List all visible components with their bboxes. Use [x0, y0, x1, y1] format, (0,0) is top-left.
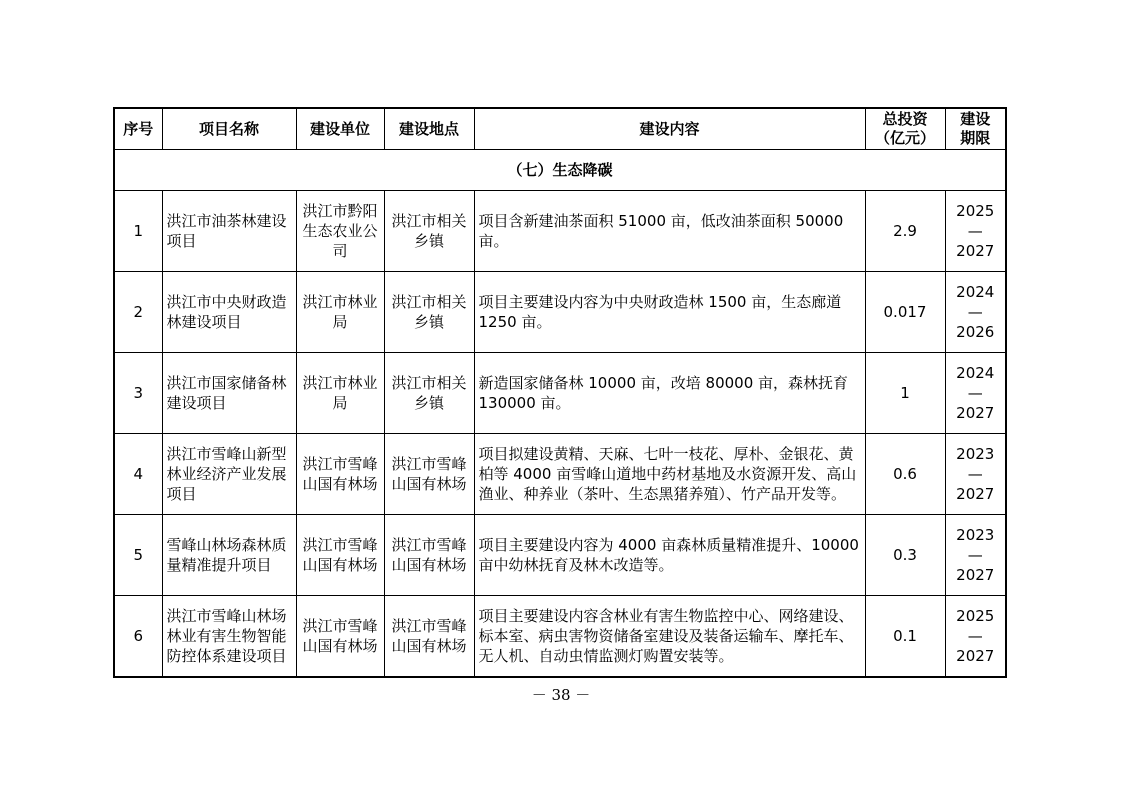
construction-content: 新造国家储备林 10000 亩，改培 80000 亩，森林抚育 130000 亩。 [474, 353, 865, 434]
total-investment: 0.6 [865, 434, 945, 515]
construction-period: 2024 — 2027 [945, 353, 1006, 434]
row-number: 3 [114, 353, 162, 434]
header-investment: 总投资 （亿元） [865, 108, 945, 150]
construction-location: 洪江市相关乡镇 [384, 191, 474, 272]
construction-period: 2023 — 2027 [945, 515, 1006, 596]
row-number: 1 [114, 191, 162, 272]
construction-content: 项目拟建设黄精、天麻、七叶一枝花、厚朴、金银花、黄柏等 4000 亩雪峰山道地中药材基地及水资源开发、高山渔业、种养业（茶叶、生态黑猪养殖）、竹产品开发等。 [474, 434, 865, 515]
total-investment: 0.1 [865, 596, 945, 678]
project-name: 洪江市国家储备林建设项目 [162, 353, 296, 434]
section-row [114, 150, 1006, 191]
construction-content: 项目含新建油茶面积 51000 亩，低改油茶面积 50000 亩。 [474, 191, 865, 272]
table-row [114, 596, 1006, 678]
table-row [114, 191, 1006, 272]
construction-location: 洪江市相关乡镇 [384, 353, 474, 434]
construction-period: 2023 — 2027 [945, 434, 1006, 515]
table-row [114, 434, 1006, 515]
table-row [114, 353, 1006, 434]
project-name: 雪峰山林场森林质量精准提升项目 [162, 515, 296, 596]
construction-location: 洪江市相关乡镇 [384, 272, 474, 353]
construction-period: 2025 — 2027 [945, 191, 1006, 272]
construction-period: 2024 — 2026 [945, 272, 1006, 353]
table-row [114, 515, 1006, 596]
total-investment: 2.9 [865, 191, 945, 272]
project-table [113, 107, 1007, 678]
header-content: 建设内容 [474, 108, 865, 150]
total-investment: 0.017 [865, 272, 945, 353]
construction-unit: 洪江市雪峰山国有林场 [296, 596, 384, 678]
row-number: 5 [114, 515, 162, 596]
construction-unit: 洪江市林业局 [296, 272, 384, 353]
row-number: 6 [114, 596, 162, 678]
total-investment: 1 [865, 353, 945, 434]
construction-unit: 洪江市雪峰山国有林场 [296, 434, 384, 515]
header-location: 建设地点 [384, 108, 474, 150]
table-header-row [114, 108, 1006, 150]
row-number: 4 [114, 434, 162, 515]
construction-period: 2025 — 2027 [945, 596, 1006, 678]
construction-content: 项目主要建设内容为 4000 亩森林质量精准提升、10000 亩中幼林抚育及林木改造等。 [474, 515, 865, 596]
construction-content: 项目主要建设内容为中央财政造林 1500 亩，生态廊道 1250 亩。 [474, 272, 865, 353]
construction-location: 洪江市雪峰山国有林场 [384, 515, 474, 596]
construction-unit: 洪江市雪峰山国有林场 [296, 515, 384, 596]
section-title: （七）生态降碳 [114, 150, 1006, 191]
construction-unit: 洪江市林业局 [296, 353, 384, 434]
project-name: 洪江市雪峰山林场林业有害生物智能防控体系建设项目 [162, 596, 296, 678]
row-number: 2 [114, 272, 162, 353]
construction-location: 洪江市雪峰山国有林场 [384, 596, 474, 678]
project-name: 洪江市中央财政造林建设项目 [162, 272, 296, 353]
page-number: － 38 － [531, 686, 591, 704]
construction-location: 洪江市雪峰山国有林场 [384, 434, 474, 515]
construction-unit: 洪江市黔阳生态农业公司 [296, 191, 384, 272]
header-name: 项目名称 [162, 108, 296, 150]
project-name: 洪江市油茶林建设项目 [162, 191, 296, 272]
total-investment: 0.3 [865, 515, 945, 596]
header-period: 建设 期限 [945, 108, 1006, 150]
project-name: 洪江市雪峰山新型林业经济产业发展项目 [162, 434, 296, 515]
header-unit: 建设单位 [296, 108, 384, 150]
header-no: 序号 [114, 108, 162, 150]
table-row [114, 272, 1006, 353]
construction-content: 项目主要建设内容含林业有害生物监控中心、网络建设、标本室、病虫害物资储备室建设及装备运输车、摩托车、无人机、自动虫情监测灯购置安装等。 [474, 596, 865, 678]
project-table-container [113, 107, 1005, 678]
